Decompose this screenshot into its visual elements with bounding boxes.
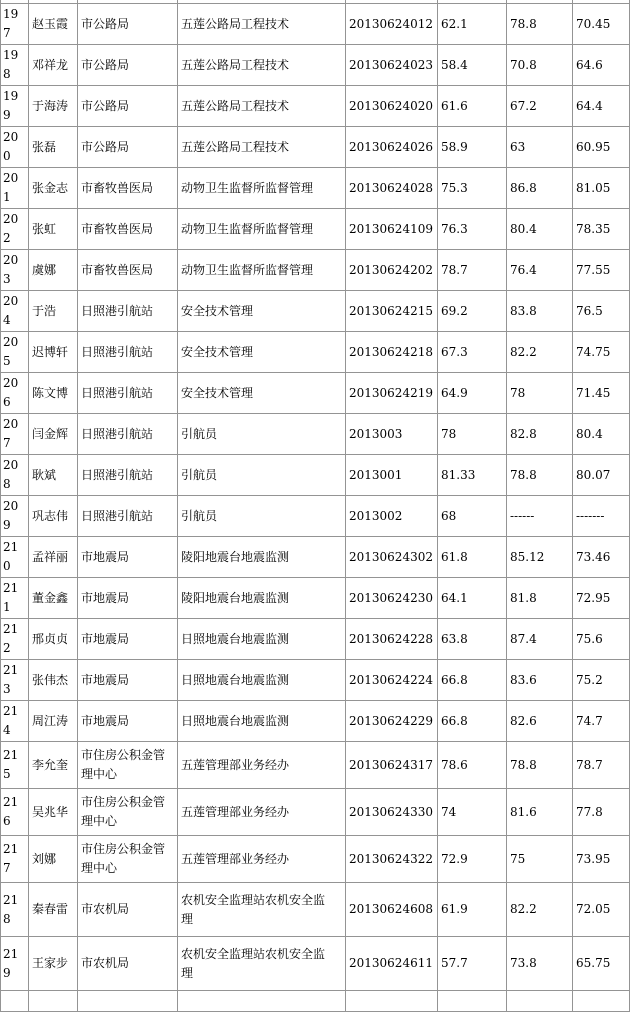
exam-id-cell: 20130624218 [346, 332, 438, 373]
name-cell: 刘娜 [29, 836, 78, 883]
table-row [1, 168, 630, 209]
row-number-cell: 211 [1, 578, 29, 619]
position-cell: 引航员 [178, 455, 346, 496]
total-score-cell: ------- [573, 496, 630, 537]
name-cell: 张金志 [29, 168, 78, 209]
name-cell: 迟博轩 [29, 332, 78, 373]
written-score-cell: 61.6 [438, 86, 507, 127]
department-cell: 市农机局 [78, 937, 178, 991]
position-cell: 日照地震台地震监测 [178, 619, 346, 660]
exam-id-cell: 2013003 [346, 414, 438, 455]
name-cell: 闫金辉 [29, 414, 78, 455]
exam-id-cell: 20130624109 [346, 209, 438, 250]
name-cell: 秦春雷 [29, 883, 78, 937]
department-cell: 市公路局 [78, 4, 178, 45]
exam-id-cell: 20130624012 [346, 4, 438, 45]
written-score-cell: 62.1 [438, 4, 507, 45]
row-number-cell: 213 [1, 660, 29, 701]
written-score-cell: 78.6 [438, 742, 507, 789]
row-number-cell: 207 [1, 414, 29, 455]
table-row [1, 250, 630, 291]
interview-score-cell: 78.8 [507, 455, 573, 496]
written-score-cell: 64.1 [438, 578, 507, 619]
exam-id-cell: 20130624215 [346, 291, 438, 332]
written-score-cell: 63.8 [438, 619, 507, 660]
total-score-cell: 72.05 [573, 883, 630, 937]
total-score-cell: 71.45 [573, 373, 630, 414]
department-cell: 市畜牧兽医局 [78, 168, 178, 209]
interview-score-cell: 83.8 [507, 291, 573, 332]
written-score-cell: 61.9 [438, 883, 507, 937]
written-score-cell: 75.3 [438, 168, 507, 209]
department-cell: 日照港引航站 [78, 414, 178, 455]
department-cell: 市地震局 [78, 537, 178, 578]
name-cell: 张虹 [29, 209, 78, 250]
total-score-cell: 77.8 [573, 789, 630, 836]
written-score-cell: 58.4 [438, 45, 507, 86]
exam-id-cell: 20130624228 [346, 619, 438, 660]
position-cell: 五莲管理部业务经办 [178, 742, 346, 789]
department-cell: 市地震局 [78, 701, 178, 742]
total-score-cell: 70.45 [573, 4, 630, 45]
position-cell: 动物卫生监督所监督管理 [178, 209, 346, 250]
name-cell: 耿斌 [29, 455, 78, 496]
name-cell: 于海涛 [29, 86, 78, 127]
total-score-cell: 73.46 [573, 537, 630, 578]
table-row [1, 4, 630, 45]
department-cell: 市畜牧兽医局 [78, 250, 178, 291]
table-row [1, 127, 630, 168]
written-score-cell: 68 [438, 496, 507, 537]
name-cell: 陈文博 [29, 373, 78, 414]
written-score-cell: 66.8 [438, 701, 507, 742]
written-score-cell: 81.33 [438, 455, 507, 496]
interview-score-cell: 82.8 [507, 414, 573, 455]
empty-cell [78, 991, 178, 1012]
department-cell: 日照港引航站 [78, 332, 178, 373]
row-number-cell: 215 [1, 742, 29, 789]
interview-score-cell: 63 [507, 127, 573, 168]
exam-id-cell: 20130624026 [346, 127, 438, 168]
row-number-cell: 203 [1, 250, 29, 291]
name-cell: 周江涛 [29, 701, 78, 742]
total-score-cell: 73.95 [573, 836, 630, 883]
exam-id-cell: 20130624322 [346, 836, 438, 883]
exam-id-cell: 20130624020 [346, 86, 438, 127]
total-score-cell: 75.6 [573, 619, 630, 660]
interview-score-cell: 78.8 [507, 742, 573, 789]
row-number-cell: 219 [1, 937, 29, 991]
department-cell: 市公路局 [78, 127, 178, 168]
total-score-cell: 74.7 [573, 701, 630, 742]
name-cell: 巩志伟 [29, 496, 78, 537]
interview-score-cell: 87.4 [507, 619, 573, 660]
table-row [1, 578, 630, 619]
department-cell: 日照港引航站 [78, 373, 178, 414]
written-score-cell: 67.3 [438, 332, 507, 373]
row-number-cell: 200 [1, 127, 29, 168]
department-cell: 市地震局 [78, 619, 178, 660]
written-score-cell: 78 [438, 414, 507, 455]
total-score-cell: 77.55 [573, 250, 630, 291]
department-cell: 市地震局 [78, 578, 178, 619]
interview-score-cell: 75 [507, 836, 573, 883]
empty-cell [1, 991, 29, 1012]
row-number-cell: 218 [1, 883, 29, 937]
total-score-cell: 60.95 [573, 127, 630, 168]
table-row [1, 883, 630, 937]
row-number-cell: 209 [1, 496, 29, 537]
interview-score-cell: 73.8 [507, 937, 573, 991]
written-score-cell: 72.9 [438, 836, 507, 883]
empty-cell [346, 991, 438, 1012]
empty-cell [507, 991, 573, 1012]
total-score-cell: 74.75 [573, 332, 630, 373]
name-cell: 邢贞贞 [29, 619, 78, 660]
name-cell: 吴兆华 [29, 789, 78, 836]
written-score-cell: 64.9 [438, 373, 507, 414]
interview-score-cell: 80.4 [507, 209, 573, 250]
table-row [1, 455, 630, 496]
interview-score-cell: 85.12 [507, 537, 573, 578]
department-cell: 市住房公积金管理中心 [78, 836, 178, 883]
name-cell: 赵玉霞 [29, 4, 78, 45]
name-cell: 董金鑫 [29, 578, 78, 619]
position-cell: 动物卫生监督所监督管理 [178, 168, 346, 209]
interview-score-cell: ------ [507, 496, 573, 537]
total-score-cell: 76.5 [573, 291, 630, 332]
row-number-cell: 205 [1, 332, 29, 373]
position-cell: 安全技术管理 [178, 291, 346, 332]
table-row [1, 836, 630, 883]
written-score-cell: 74 [438, 789, 507, 836]
total-score-cell: 78.35 [573, 209, 630, 250]
row-number-cell: 198 [1, 45, 29, 86]
written-score-cell: 78.7 [438, 250, 507, 291]
department-cell: 市住房公积金管理中心 [78, 789, 178, 836]
interview-score-cell: 81.6 [507, 789, 573, 836]
position-cell: 陵阳地震台地震监测 [178, 578, 346, 619]
position-cell: 农机安全监理站农机安全监理 [178, 883, 346, 937]
row-number-cell: 216 [1, 789, 29, 836]
interview-score-cell: 70.8 [507, 45, 573, 86]
table-row [1, 789, 630, 836]
position-cell: 五莲管理部业务经办 [178, 836, 346, 883]
name-cell: 张伟杰 [29, 660, 78, 701]
position-cell: 安全技术管理 [178, 373, 346, 414]
table-row [1, 496, 630, 537]
interview-score-cell: 67.2 [507, 86, 573, 127]
name-cell: 于浩 [29, 291, 78, 332]
interview-score-cell: 78.8 [507, 4, 573, 45]
position-cell: 五莲公路局工程技术 [178, 4, 346, 45]
total-score-cell: 75.2 [573, 660, 630, 701]
written-score-cell: 57.7 [438, 937, 507, 991]
name-cell: 王家步 [29, 937, 78, 991]
empty-cell [178, 991, 346, 1012]
row-number-cell: 217 [1, 836, 29, 883]
row-number-cell: 210 [1, 537, 29, 578]
table-row [1, 373, 630, 414]
department-cell: 市地震局 [78, 660, 178, 701]
exam-id-cell: 20130624608 [346, 883, 438, 937]
name-cell: 邓祥龙 [29, 45, 78, 86]
table-row [1, 209, 630, 250]
interview-score-cell: 82.6 [507, 701, 573, 742]
empty-cell [29, 991, 78, 1012]
position-cell: 五莲公路局工程技术 [178, 45, 346, 86]
total-score-cell: 65.75 [573, 937, 630, 991]
department-cell: 市公路局 [78, 45, 178, 86]
table-row [1, 937, 630, 991]
name-cell: 虞娜 [29, 250, 78, 291]
exam-id-cell: 20130624330 [346, 789, 438, 836]
total-score-cell: 72.95 [573, 578, 630, 619]
table-row [1, 86, 630, 127]
total-score-cell: 78.7 [573, 742, 630, 789]
total-score-cell: 64.4 [573, 86, 630, 127]
row-number-cell: 201 [1, 168, 29, 209]
row-number-cell: 212 [1, 619, 29, 660]
interview-score-cell: 82.2 [507, 883, 573, 937]
exam-id-cell: 20130624028 [346, 168, 438, 209]
written-score-cell: 66.8 [438, 660, 507, 701]
table-row [1, 414, 630, 455]
total-score-cell: 80.4 [573, 414, 630, 455]
written-score-cell: 69.2 [438, 291, 507, 332]
interview-score-cell: 86.8 [507, 168, 573, 209]
total-score-cell: 64.6 [573, 45, 630, 86]
exam-id-cell: 20130624611 [346, 937, 438, 991]
empty-cell [438, 991, 507, 1012]
interview-score-cell: 83.6 [507, 660, 573, 701]
empty-cell [573, 991, 630, 1012]
position-cell: 安全技术管理 [178, 332, 346, 373]
table-row [1, 742, 630, 789]
table-row [1, 619, 630, 660]
exam-id-cell: 20130624317 [346, 742, 438, 789]
interview-score-cell: 78 [507, 373, 573, 414]
row-number-cell: 206 [1, 373, 29, 414]
department-cell: 市农机局 [78, 883, 178, 937]
row-number-cell: 208 [1, 455, 29, 496]
position-cell: 引航员 [178, 496, 346, 537]
table-row [1, 701, 630, 742]
table-row [1, 660, 630, 701]
position-cell: 动物卫生监督所监督管理 [178, 250, 346, 291]
exam-id-cell: 20130624023 [346, 45, 438, 86]
position-cell: 五莲管理部业务经办 [178, 789, 346, 836]
exam-id-cell: 20130624219 [346, 373, 438, 414]
exam-id-cell: 2013002 [346, 496, 438, 537]
row-number-cell: 202 [1, 209, 29, 250]
exam-id-cell: 20130624230 [346, 578, 438, 619]
written-score-cell: 58.9 [438, 127, 507, 168]
exam-id-cell: 20130624302 [346, 537, 438, 578]
department-cell: 日照港引航站 [78, 455, 178, 496]
department-cell: 市公路局 [78, 86, 178, 127]
row-number-cell: 197 [1, 4, 29, 45]
table-row [1, 537, 630, 578]
interview-score-cell: 76.4 [507, 250, 573, 291]
written-score-cell: 61.8 [438, 537, 507, 578]
exam-id-cell: 20130624202 [346, 250, 438, 291]
exam-id-cell: 20130624224 [346, 660, 438, 701]
interview-score-cell: 82.2 [507, 332, 573, 373]
department-cell: 日照港引航站 [78, 496, 178, 537]
table-row [1, 332, 630, 373]
position-cell: 五莲公路局工程技术 [178, 127, 346, 168]
exam-id-cell: 20130624229 [346, 701, 438, 742]
exam-id-cell: 2013001 [346, 455, 438, 496]
name-cell: 孟祥丽 [29, 537, 78, 578]
interview-score-cell: 81.8 [507, 578, 573, 619]
department-cell: 市畜牧兽医局 [78, 209, 178, 250]
department-cell: 日照港引航站 [78, 291, 178, 332]
position-cell: 陵阳地震台地震监测 [178, 537, 346, 578]
name-cell: 张磊 [29, 127, 78, 168]
position-cell: 日照地震台地震监测 [178, 660, 346, 701]
partial-row-bottom [1, 991, 630, 1012]
position-cell: 农机安全监理站农机安全监理 [178, 937, 346, 991]
position-cell: 引航员 [178, 414, 346, 455]
table-row [1, 45, 630, 86]
total-score-cell: 81.05 [573, 168, 630, 209]
name-cell: 李允奎 [29, 742, 78, 789]
row-number-cell: 199 [1, 86, 29, 127]
position-cell: 日照地震台地震监测 [178, 701, 346, 742]
row-number-cell: 204 [1, 291, 29, 332]
row-number-cell: 214 [1, 701, 29, 742]
position-cell: 五莲公路局工程技术 [178, 86, 346, 127]
department-cell: 市住房公积金管理中心 [78, 742, 178, 789]
total-score-cell: 80.07 [573, 455, 630, 496]
written-score-cell: 76.3 [438, 209, 507, 250]
table-row [1, 291, 630, 332]
